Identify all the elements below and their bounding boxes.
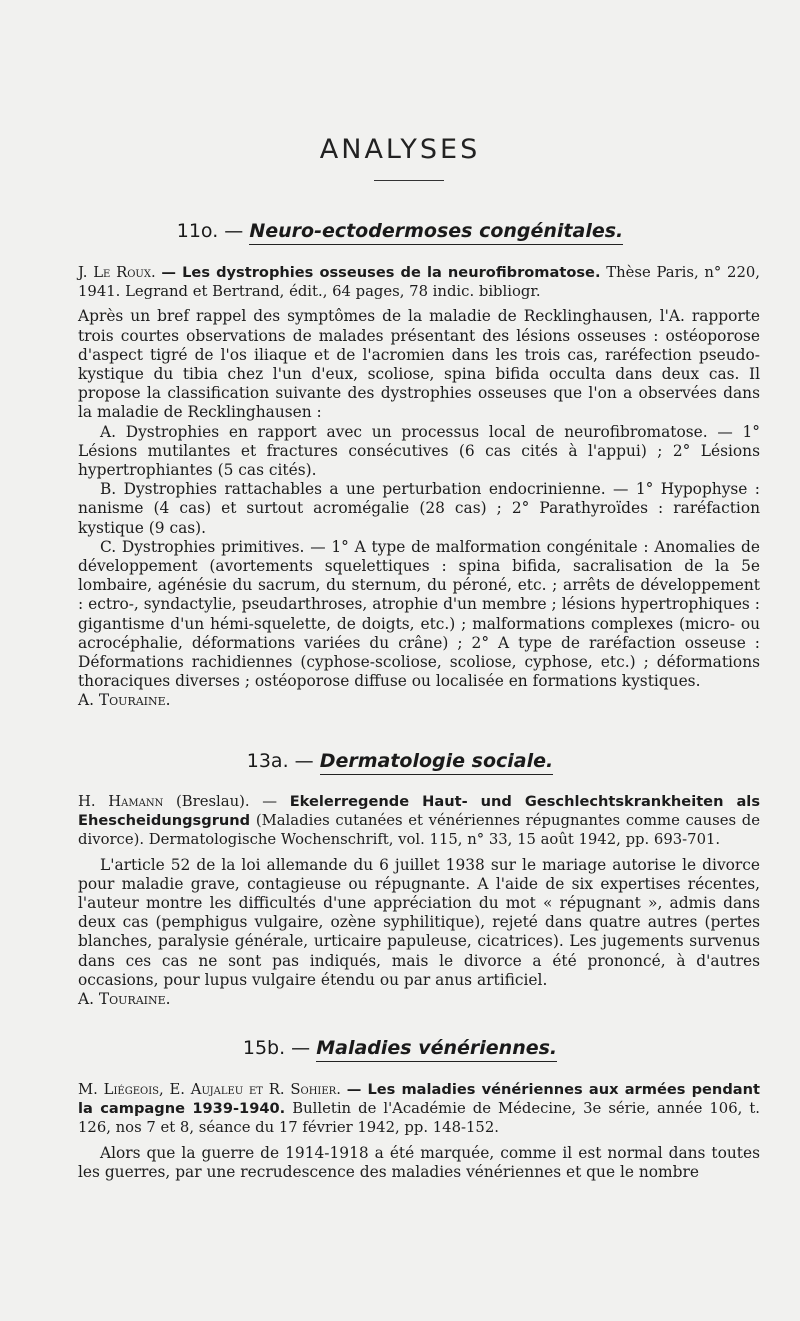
section-name: Dermatologie sociale.	[320, 750, 554, 775]
title-rule	[374, 180, 444, 181]
section-heading-neuro	[0, 220, 800, 242]
section-number: 11o. —	[176, 220, 244, 242]
article-dermatologie	[78, 792, 760, 1009]
article-source: (Maladies cutanées et vénériennes répugnantes comme causes de divorce). Dermatologische Wochenschrift, vol. 115, n° 33, 15 août 1942, pp. 693-701.	[78, 812, 760, 849]
author-affiliation: (Breslau). —	[175, 793, 278, 810]
paragraph: C. Dystrophies primitives. — 1° A type de malformation congénitale : Anomalies de développement (avortements squelettiques : spina bifida, sacralisation de la 5e lombaire, agénésie du sacrum, du sternum, du péroné, etc. ; arrêts de développement : ectro-, syndactylie, pseudarthroses, atrophie d'un membre ; lésions hypertrophiques : gigantisme d'un hémi-squelette, de doigts, etc.) ; malformations complexes (micro- ou acrocéphalie, déformations variées du crâne) ; 2° A type de raréfaction osseuse : Déformations rachidiennes (cyphose-scoliose, scoliose, cyphose, etc.) ; déformations thoraciques diverses ; ostéoporose diffuse ou localisée en formations kystiques.	[78, 537, 760, 691]
paragraph: B. Dystrophies rattachables a une perturbation endocrinienne. — 1° Hypophyse : nanisme (4 cas) et surtout acromégalie (28 cas) ; 2° Parathyroïdes : raréfaction kystique (9 cas).	[78, 480, 760, 537]
article-source: Thèse Paris, n° 220, 1941. Legrand et Bertrand, édit., 64 pages, 78 indic. bibliogr.	[78, 264, 760, 301]
article-reference	[78, 263, 760, 301]
paragraph: Après un bref rappel des symptômes de la maladie de Recklinghausen, l'A. rapporte trois courtes observations de malades présentant des lésions osseuses : ostéoporose d'aspect tigré de l'os iliaque et de l'acromien dans les trois cas, raréfection pseudo-kystique du tibia chez l'un d'eux, scoliose, spina bifida occulta dans deux cas. Il propose la classification suivante des dystrophies osseuses que l'on a observées dans la maladie de Recklinghausen :	[78, 307, 760, 422]
article-neuro	[78, 263, 760, 711]
section-number: 15b. —	[242, 1037, 311, 1059]
article-authors: M. Liégeois, E. Aujaleu et R. Sohier.	[78, 1081, 341, 1098]
section-number: 13a. —	[246, 750, 314, 772]
article-title: Ekelerregende Haut- und Geschlechtskrankheiten als Ehescheidungsgrund	[78, 793, 760, 830]
author-name: Hamann	[108, 793, 164, 810]
signature: A. Touraine.	[78, 691, 171, 710]
article-reference	[78, 1080, 760, 1138]
paragraph: L'article 52 de la loi allemande du 6 juillet 1938 sur le mariage autorise le divorce pour maladie grave, contagieuse ou répugnante. A l'aide de six expertises récentes, l'auteur montre les difficultés d'une appréciation du mot « répugnant », admis dans deux cas (pemphigus vulgaire, ozène syphilitique), rejeté dans quatre autres (pertes blanches, paralysie générale, urticaire papuleuse, cicatrices). Les jugements survenus dans ces cas ne sont pas indiqués, mais le divorce a été prononcé, à d'autres occasions, pour lupus vulgaire étendu ou par anus artificiel.	[78, 855, 760, 989]
article-veneriennes	[78, 1080, 760, 1182]
section-name: Maladies vénériennes.	[316, 1037, 557, 1062]
paragraph: A. Dystrophies en rapport avec un processus local de neurofibromatose. — 1° Lésions mutilantes et fractures consécutives (6 cas cités à l'appui) ; 2° Lésions hypertrophiantes (5 cas cités).	[78, 422, 760, 480]
article-source: Bulletin de l'Académie de Médecine, 3e série, année 106, t. 126, nos 7 et 8, séance du 17 février 1942, pp. 148-152.	[78, 1100, 760, 1137]
author-initial: J.	[78, 264, 88, 281]
article-title: — Les maladies vénériennes aux armées pendant la campagne 1939-1940.	[78, 1081, 760, 1118]
paragraph: Alors que la guerre de 1914-1918 a été marquée, comme il est normal dans toutes les guerres, par une recrudescence des maladies vénériennes et que le nombre	[78, 1143, 760, 1181]
article-title: — Les dystrophies osseuses de la neurofibromatose.	[161, 264, 601, 281]
section-heading-veneriennes	[0, 1037, 800, 1059]
page-title: ANALYSES	[319, 134, 481, 165]
signature: A. Touraine.	[78, 990, 171, 1009]
author-name: Le Roux.	[93, 264, 156, 281]
section-heading-dermatologie	[0, 750, 800, 772]
author-initial: H.	[78, 793, 96, 810]
section-name: Neuro-ectodermoses congénitales.	[249, 220, 623, 245]
article-reference	[78, 792, 760, 850]
